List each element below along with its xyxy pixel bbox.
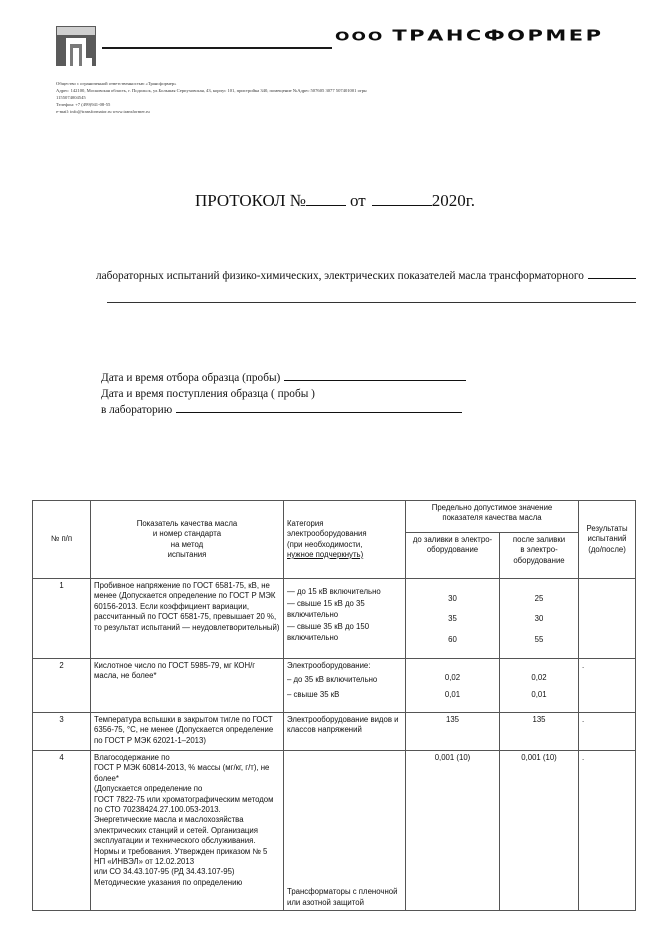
requisites-line: Адрес: 142100, Московская область, г. Подольск, ул.Большая Серпуховская, 43, корпус 101, пристройка 340, помещение №Адрес 507605 3077 507401001 огрн xyxy=(56,88,367,93)
header-limit-group: Предельно допустимое значение показателя качества масла xyxy=(406,501,579,533)
category-cell: — до 15 кВ включительно — свыше 15 кВ до 35 включительно — свыше 35 кВ до 150 включительно xyxy=(284,579,406,659)
requisites-line: 1155074004545 xyxy=(56,95,86,100)
result-cell[interactable] xyxy=(579,579,636,659)
before-values: 0,001 (10) xyxy=(406,751,500,911)
header-num: № п/п xyxy=(33,501,91,579)
sample-dates: Дата и время отбора образца (пробы) Дата и время поступления образца ( пробы ) в лабораторию xyxy=(101,370,466,419)
header-rule xyxy=(102,47,332,49)
after-values: 135 xyxy=(500,713,579,751)
protocol-number-blank xyxy=(306,191,346,206)
category-cell: Электрооборудование видов и классов напряжений xyxy=(284,713,406,751)
result-cell[interactable]: . xyxy=(579,659,636,713)
header-category: Категория электрооборудования (при необходимости, нужное подчеркнуть) xyxy=(284,501,406,579)
table-row: 3 Температура вспышки в закрытом тигле по ГОСТ 6356-75, °С, не менее (Допускается определение по ГОСТ Р МЭК 62021-1–2013) Электрооборудование видов и классов напряжений 135 135 . xyxy=(33,713,636,751)
table-row: 2 Кислотное число по ГОСТ 5985-79, мг КОН/г масла, не более* Электрооборудование: – до 35 кВ включительно – свыше 35 кВ 0,02 0,01 0,02 0,01 . xyxy=(33,659,636,713)
company-logo xyxy=(56,26,96,66)
results-table xyxy=(32,500,636,911)
subject-blank xyxy=(588,268,636,279)
header-before: до заливки в электро- оборудование xyxy=(406,533,500,579)
category-cell: Электрооборудование: – до 35 кВ включительно – свыше 35 кВ xyxy=(284,659,406,713)
header-results: Результаты испытаний (до/после) xyxy=(579,501,636,579)
to-lab-blank xyxy=(176,402,462,413)
after-values: 0,02 0,01 xyxy=(500,659,579,713)
requisites-line: Общество с ограниченной ответственностью «Трансформер» xyxy=(56,81,177,86)
before-values: 0,02 0,01 xyxy=(406,659,500,713)
sample-taken-blank xyxy=(284,370,466,381)
after-values: 25 30 55 xyxy=(500,579,579,659)
requisites-line: Телефон: +7 (499)941-08-55 xyxy=(56,102,111,107)
header-after: после заливки в электро- оборудование xyxy=(500,533,579,579)
company-name: ООО ТРАНСФОРМЕР xyxy=(335,27,604,45)
company-requisites xyxy=(56,80,476,115)
protocol-subject: лабораторных испытаний физико-химических, электрических показателей масла трансформаторного xyxy=(96,268,636,282)
protocol-title: ПРОТОКОЛ № от 2020г. xyxy=(194,191,476,210)
after-values: 0,001 (10) xyxy=(500,751,579,911)
table-row: 4 Влагосодержание по ГОСТ Р МЭК 60814-2013, % массы (мг/кг, г/т), не более* (Допускается определение по ГОСТ 7822-75 или хроматографическим методом по СТО 70238424.27.100.053-2013. Энергетические масла и маслохозяйства электрических станций и сетей. Организация эксплуатации и технического обслуживания. Нормы и требования. Утвержден приказом № 5 НП «ИНВЭЛ» от 12.02.2013 или СО 34.43.107-95 (РД 34.43.107-95) Методические указания по определению Трансформаторы с пленочной или азотной защитой 0,001 (10) 0,001 (10) . xyxy=(33,751,636,911)
result-cell[interactable]: . xyxy=(579,751,636,911)
category-cell: Трансформаторы с пленочной или азотной защитой xyxy=(284,751,406,911)
header-indicator: Показатель качества масла и номер стандарта на метод испытания xyxy=(91,501,284,579)
subject-blank-line xyxy=(107,302,636,303)
protocol-date-blank xyxy=(372,191,432,206)
before-values: 30 35 60 xyxy=(406,579,500,659)
requisites-line: e-mail: info@transformator.ru www.transformer.ru xyxy=(56,109,150,114)
table-row: 1 Пробивное напряжение по ГОСТ 6581-75, кВ, не менее (Допускается определение по ГОСТ Р МЭК 60156-2013. Если коэффициент вариации, рассчитанный по ГОСТ 6581-75, превышает 20 %, то результат испытаний — неудовлетворительный) — до 15 кВ включительно — свыше 15 кВ до 35 включительно — свыше 35 кВ до 150 включительно 30 35 60 25 30 55 xyxy=(33,579,636,659)
result-cell[interactable]: . xyxy=(579,713,636,751)
before-values: 135 xyxy=(406,713,500,751)
